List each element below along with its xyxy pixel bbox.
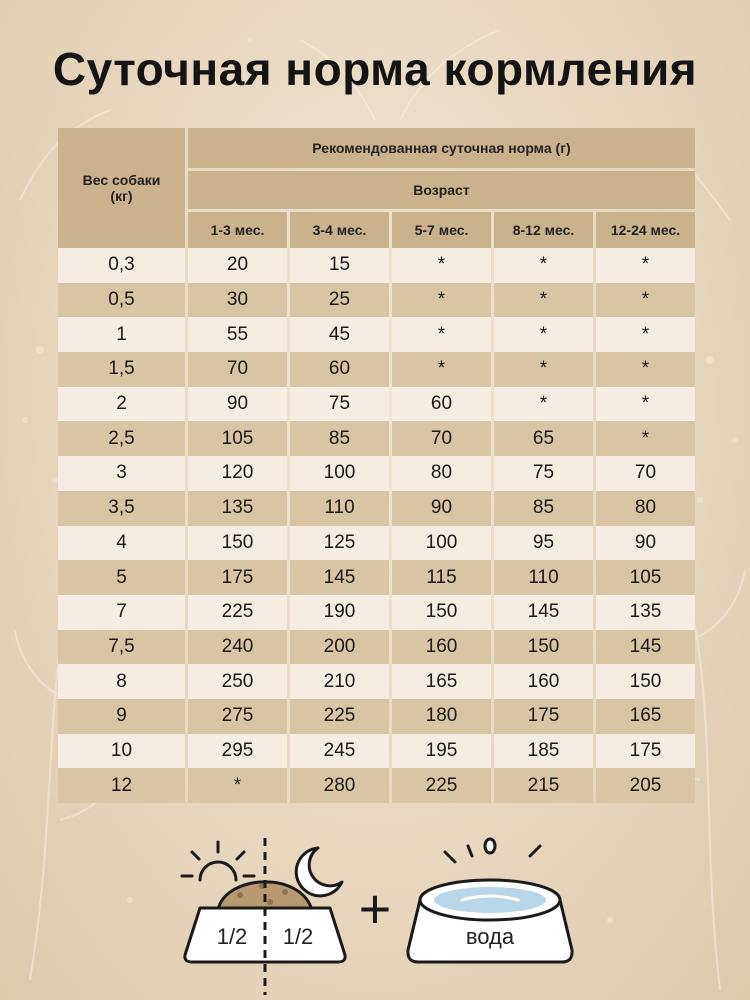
norm-cell: 215 [494, 768, 593, 803]
norm-cell: 85 [494, 491, 593, 526]
norm-cell: 225 [188, 595, 287, 630]
norm-cell: 100 [392, 526, 491, 561]
weight-column-header: Вес собаки (кг) [58, 128, 185, 248]
norm-header: Рекомендованная суточная норма (г) [188, 128, 695, 168]
norm-cell: * [596, 421, 695, 456]
norm-cell: 200 [290, 630, 389, 665]
norm-cell: 150 [596, 664, 695, 699]
age-column-header: 5-7 мес. [392, 212, 491, 248]
norm-cell: 55 [188, 317, 287, 352]
table-row [58, 283, 695, 318]
weight-cell: 12 [58, 768, 185, 803]
norm-cell: 145 [494, 595, 593, 630]
norm-cell: 80 [596, 491, 695, 526]
norm-cell: * [392, 283, 491, 318]
weight-cell: 9 [58, 699, 185, 734]
weight-cell: 7 [58, 595, 185, 630]
norm-cell: 160 [392, 630, 491, 665]
weight-cell: 2 [58, 387, 185, 422]
norm-cell: 175 [188, 560, 287, 595]
norm-cell: 135 [188, 491, 287, 526]
norm-cell: * [392, 317, 491, 352]
table-row [58, 491, 695, 526]
norm-cell: * [494, 317, 593, 352]
norm-cell: 175 [596, 734, 695, 769]
weight-cell: 3,5 [58, 491, 185, 526]
water-label: вода [465, 924, 515, 949]
norm-cell: 100 [290, 456, 389, 491]
feeding-table-body [58, 248, 695, 803]
norm-cell: * [596, 387, 695, 422]
norm-cell: 295 [188, 734, 287, 769]
table-row [58, 768, 695, 803]
feeding-table [55, 128, 698, 803]
weight-cell: 0,5 [58, 283, 185, 318]
norm-cell: * [596, 283, 695, 318]
norm-cell: 75 [494, 456, 593, 491]
weight-cell: 0,3 [58, 248, 185, 283]
norm-cell: 165 [392, 664, 491, 699]
weight-cell: 7,5 [58, 630, 185, 665]
norm-cell: 20 [188, 248, 287, 283]
norm-cell: 165 [596, 699, 695, 734]
moon-icon [296, 848, 342, 896]
table-row [58, 317, 695, 352]
norm-cell: 195 [392, 734, 491, 769]
food-bowl-icon [185, 838, 345, 995]
norm-cell: 210 [290, 664, 389, 699]
table-row [58, 456, 695, 491]
norm-cell: 65 [494, 421, 593, 456]
half-left-label: 1/2 [216, 924, 248, 949]
table-row [58, 526, 695, 561]
norm-cell: 70 [596, 456, 695, 491]
norm-cell: * [494, 352, 593, 387]
norm-cell: 60 [392, 387, 491, 422]
norm-cell: 240 [188, 630, 287, 665]
norm-cell: 90 [188, 387, 287, 422]
norm-cell: 150 [188, 526, 287, 561]
norm-cell: 25 [290, 283, 389, 318]
table-row [58, 560, 695, 595]
weight-cell: 1 [58, 317, 185, 352]
norm-cell: 120 [188, 456, 287, 491]
norm-cell: 90 [392, 491, 491, 526]
age-column-header: 1-3 мес. [188, 212, 287, 248]
age-header: Возраст [188, 171, 695, 209]
norm-cell: * [392, 248, 491, 283]
norm-cell: * [494, 387, 593, 422]
norm-cell: 115 [392, 560, 491, 595]
norm-cell: 135 [596, 595, 695, 630]
weight-cell: 4 [58, 526, 185, 561]
table-row [58, 248, 695, 283]
norm-cell: 90 [596, 526, 695, 561]
sun-icon [182, 842, 254, 880]
table-row [58, 352, 695, 387]
norm-cell: 105 [188, 421, 287, 456]
norm-cell: 30 [188, 283, 287, 318]
norm-cell: 80 [392, 456, 491, 491]
table-row [58, 699, 695, 734]
norm-cell: 70 [188, 352, 287, 387]
norm-cell: * [596, 352, 695, 387]
norm-cell: 160 [494, 664, 593, 699]
weight-cell: 1,5 [58, 352, 185, 387]
norm-cell: 185 [494, 734, 593, 769]
age-column-header: 3-4 мес. [290, 212, 389, 248]
norm-cell: * [494, 283, 593, 318]
weight-cell: 8 [58, 664, 185, 699]
norm-cell: 245 [290, 734, 389, 769]
norm-cell: 85 [290, 421, 389, 456]
norm-cell: 250 [188, 664, 287, 699]
norm-cell: 150 [494, 630, 593, 665]
table-row [58, 387, 695, 422]
table-row [58, 421, 695, 456]
norm-cell: * [494, 248, 593, 283]
norm-cell: 60 [290, 352, 389, 387]
feeding-table-container [58, 128, 695, 803]
weight-cell: 5 [58, 560, 185, 595]
age-column-header: 8-12 мес. [494, 212, 593, 248]
norm-cell: * [596, 248, 695, 283]
norm-cell: 225 [290, 699, 389, 734]
norm-cell: 125 [290, 526, 389, 561]
weight-cell: 2,5 [58, 421, 185, 456]
table-row [58, 595, 695, 630]
norm-cell: 225 [392, 768, 491, 803]
norm-cell: 110 [494, 560, 593, 595]
norm-cell: 190 [290, 595, 389, 630]
norm-cell: * [596, 317, 695, 352]
weight-cell: 3 [58, 456, 185, 491]
weight-cell: 10 [58, 734, 185, 769]
norm-cell: 180 [392, 699, 491, 734]
table-row [58, 664, 695, 699]
page-title: Суточная норма кормления [52, 43, 698, 95]
age-column-header: 12-24 мес. [596, 212, 695, 248]
norm-cell: 15 [290, 248, 389, 283]
half-right-label: 1/2 [282, 924, 314, 949]
norm-cell: 95 [494, 526, 593, 561]
norm-cell: 175 [494, 699, 593, 734]
norm-cell: 145 [290, 560, 389, 595]
norm-cell: * [188, 768, 287, 803]
norm-cell: 75 [290, 387, 389, 422]
norm-cell: 205 [596, 768, 695, 803]
table-row [58, 734, 695, 769]
feeding-illustration [0, 820, 750, 1000]
norm-cell: 45 [290, 317, 389, 352]
norm-cell: 105 [596, 560, 695, 595]
norm-cell: 145 [596, 630, 695, 665]
norm-cell: 280 [290, 768, 389, 803]
plus-sign: + [358, 877, 392, 940]
norm-cell: 110 [290, 491, 389, 526]
norm-cell: * [392, 352, 491, 387]
norm-cell: 150 [392, 595, 491, 630]
norm-cell: 275 [188, 699, 287, 734]
norm-cell: 70 [392, 421, 491, 456]
table-row [58, 630, 695, 665]
